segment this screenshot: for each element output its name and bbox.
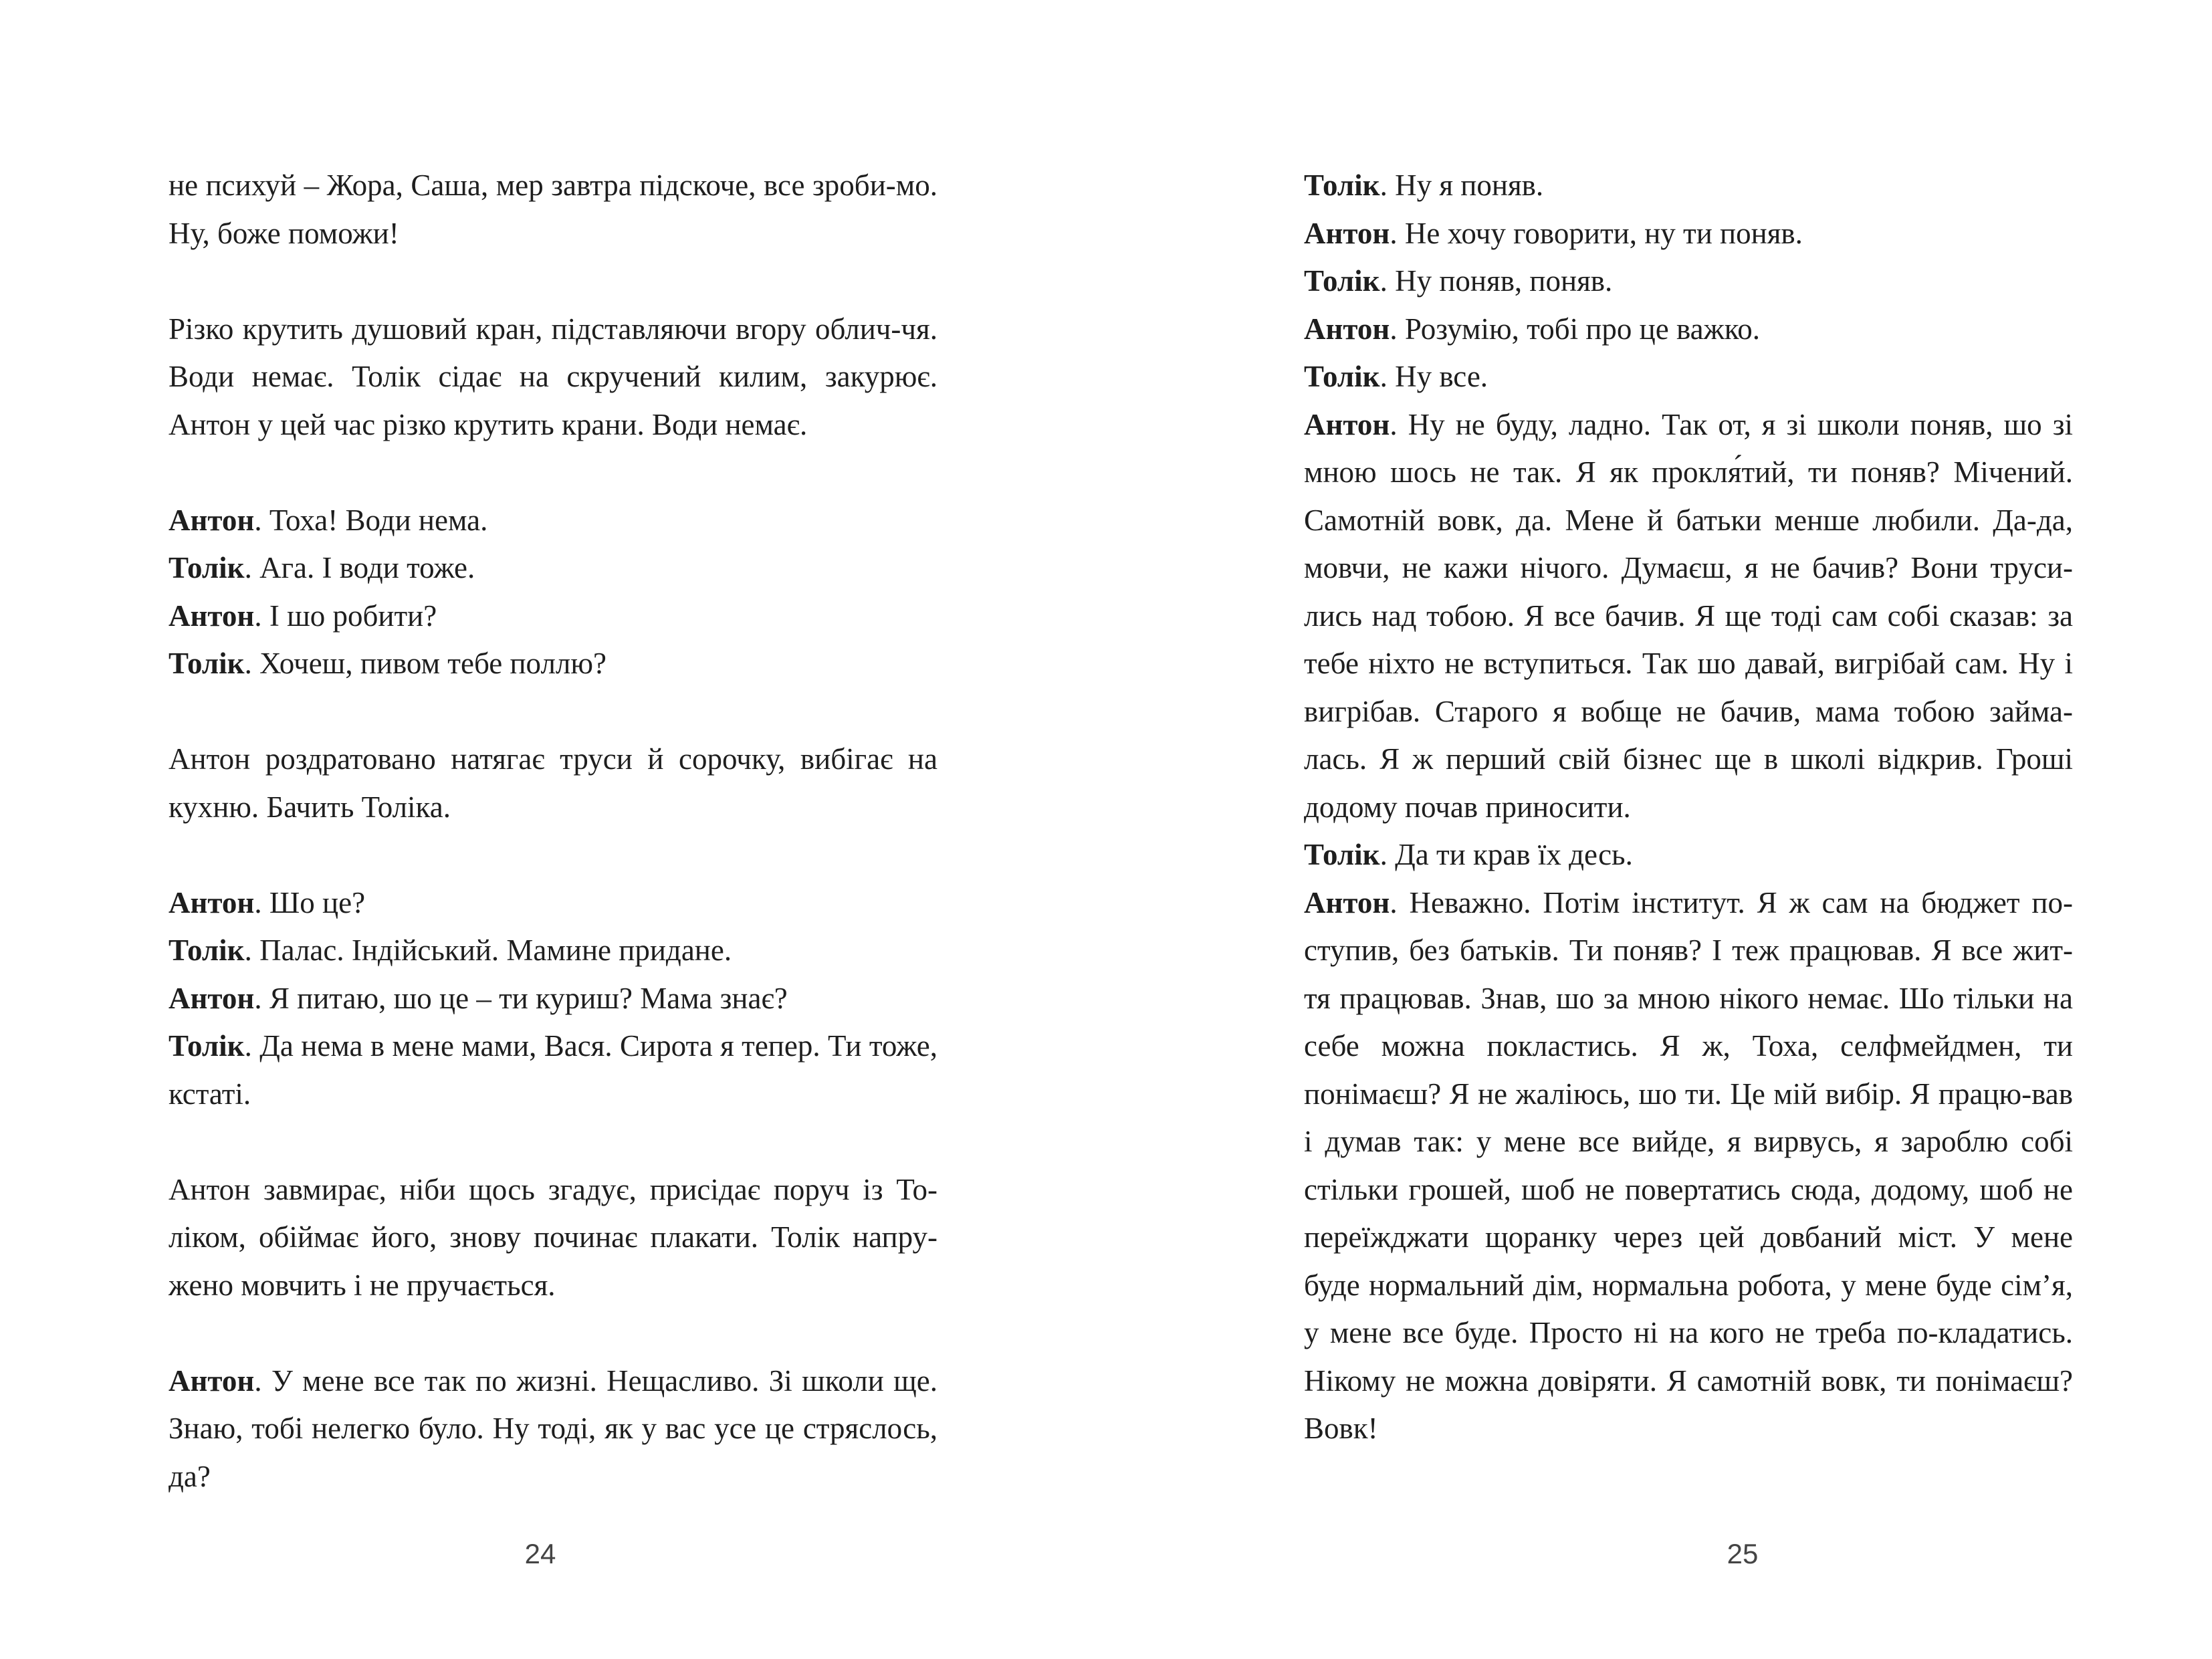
speaker-name: Толік (1304, 838, 1380, 871)
dialogue-line (169, 544, 937, 592)
dialogue-line (169, 497, 937, 545)
dialogue-line (1304, 879, 2073, 1453)
paragraph-gap (169, 257, 937, 306)
speaker-name: Толік (1304, 264, 1380, 298)
paragraph-gap (169, 1309, 937, 1357)
dialogue-line (169, 975, 937, 1023)
dialogue-line (169, 592, 937, 641)
speaker-name: Антон (1304, 885, 1390, 919)
speaker-name: Толік (1304, 169, 1380, 202)
speaker-name: Толік (169, 933, 245, 967)
dialogue-text: . Ага. І води тоже. (244, 551, 475, 584)
dialogue-text: . Шо це? (254, 885, 366, 919)
dialogue-text: . Ну все. (1379, 360, 1488, 393)
dialogue-text: . Палас. Індійський. Мамине придане. (244, 933, 732, 967)
dialogue-line (1304, 210, 2073, 258)
speaker-name: Антон (169, 981, 255, 1015)
dialogue-text: . Не хочу говорити, ну ти поняв. (1390, 216, 1803, 250)
dialogue-text: . Розумію, тобі про це важко. (1390, 312, 1761, 346)
speaker-name: Антон (169, 598, 255, 633)
dialogue-line (1304, 831, 2073, 879)
page-number: 25 (1727, 1538, 1759, 1569)
speaker-name: Толік (169, 647, 245, 680)
speaker-name: Антон (1304, 312, 1390, 346)
speaker-name: Толік (1304, 360, 1380, 393)
paragraph-gap (169, 831, 937, 879)
dialogue-text: . Ну поняв, поняв. (1379, 264, 1613, 298)
speaker-name: Антон (169, 1363, 255, 1398)
speaker-name: Толік (169, 551, 245, 584)
speaker-name: Толік (169, 1029, 245, 1063)
dialogue-text: . Да ти крав їх десь. (1379, 838, 1633, 871)
paragraph-gap (169, 1118, 937, 1166)
dialogue-text: . Я питаю, шо це – ти куриш? Мама знає? (254, 981, 788, 1015)
dialogue-line (169, 927, 937, 975)
dialogue-line (169, 1357, 937, 1501)
dialogue-line (169, 879, 937, 927)
right-page-text (1304, 162, 2073, 1453)
dialogue-text: . Ну я поняв. (1379, 169, 1544, 202)
speaker-name: Антон (1304, 407, 1390, 441)
speaker-name: Антон (169, 503, 255, 537)
narrative-paragraph: Різко крутить душовий кран, підставляючи вгору облич-чя. Води немає. Толік сідає на скручений килим, закурює. Антон у цей час різко крутить крани. Води немає. (169, 312, 937, 441)
narrative-paragraph: Антон роздратовано натягає труси й сорочку, вибігає на кухню. Бачить Толіка. (169, 742, 937, 824)
dialogue-text: . І шо робити? (254, 598, 437, 633)
dialogue-text: . Да нема в мене мами, Вася. Сирота я тепер. Ти тоже, кстаті. (169, 1029, 937, 1111)
speaker-name: Антон (169, 885, 255, 919)
dialogue-text: . Неважно. Потім інститут. Я ж сам на бюджет по-ступив, без батьків. Ти поняв? І теж працював. Я все жит-тя працював. Знав, шо за мною нікого немає. Шо тільки на себе можна покластись. Я ж, Тоха, селфмейдмен, ти понімаєш? Я не жаліюсь, шо ти. Це мій вибір. Я працю-вав і думав так: у мене все вийде, я вирвусь, я зароблю собі стільки грошей, шоб не повертатись сюда, додому, шоб не переїжджати щоранку через цей довбаний міст. У мене буде нормальний дім, нормальна робота, у мене буде сім’я, у мене все буде. Просто ні на кого не треба по-кладатись. Нікому не можна довіряти. Я самотній вовк, ти понімаєш? Вовк! (1304, 885, 2073, 1445)
narrative-paragraph: Антон завмирає, ніби щось згадує, присідає поруч із То-ліком, обіймає його, знову починає плакати. Толік напру-жено мовчить і не пручається. (169, 1172, 937, 1302)
dialogue-line (1304, 306, 2073, 354)
page-number: 24 (524, 1538, 556, 1569)
dialogue-text: . Хочеш, пивом тебе поллю? (244, 647, 606, 680)
dialogue-text: . Ну не буду, ладно. Так от, я зі школи поняв, шо зі мною шось не так. Я як прокля́тий, ти поняв? Мічений. Самотній вовк, да. Мене й батьки менше любили. Да-да, мовчи, не кажи нічого. Думаєш, я не бачив? Вони труси-лись над тобою. Я все бачив. Я ще тоді сам собі сказав: за тебе ніхто не вступиться. Так шо давай, вигрібай сам. Ну і вигрібав. Старого я вобще не бачив, мама тобою займа-лась. Я ж перший свій бізнес ще в школі відкрив. Гроші додому почав приносити. (1304, 407, 2073, 824)
dialogue-line (1304, 401, 2073, 832)
dialogue-text: . Тоха! Води нема. (254, 503, 488, 537)
left-page-text (169, 162, 937, 1501)
dialogue-line (1304, 257, 2073, 306)
speaker-name: Антон (1304, 216, 1390, 250)
dialogue-line (169, 640, 937, 688)
dialogue-line (169, 1022, 937, 1118)
dialogue-text: . У мене все так по жизні. Нещасливо. Зі школи ще. Знаю, тобі нелегко було. Ну тоді, як у вас усе це стряслось, да? (169, 1363, 937, 1493)
narrative-paragraph: не психуй – Жора, Саша, мер завтра підскоче, все зроби-мо. Ну, боже поможи! (169, 169, 937, 250)
right-page (1106, 0, 2212, 1659)
dialogue-line (1304, 353, 2073, 401)
dialogue-line (1304, 162, 2073, 210)
paragraph-gap (169, 688, 937, 736)
paragraph-gap (169, 449, 937, 497)
